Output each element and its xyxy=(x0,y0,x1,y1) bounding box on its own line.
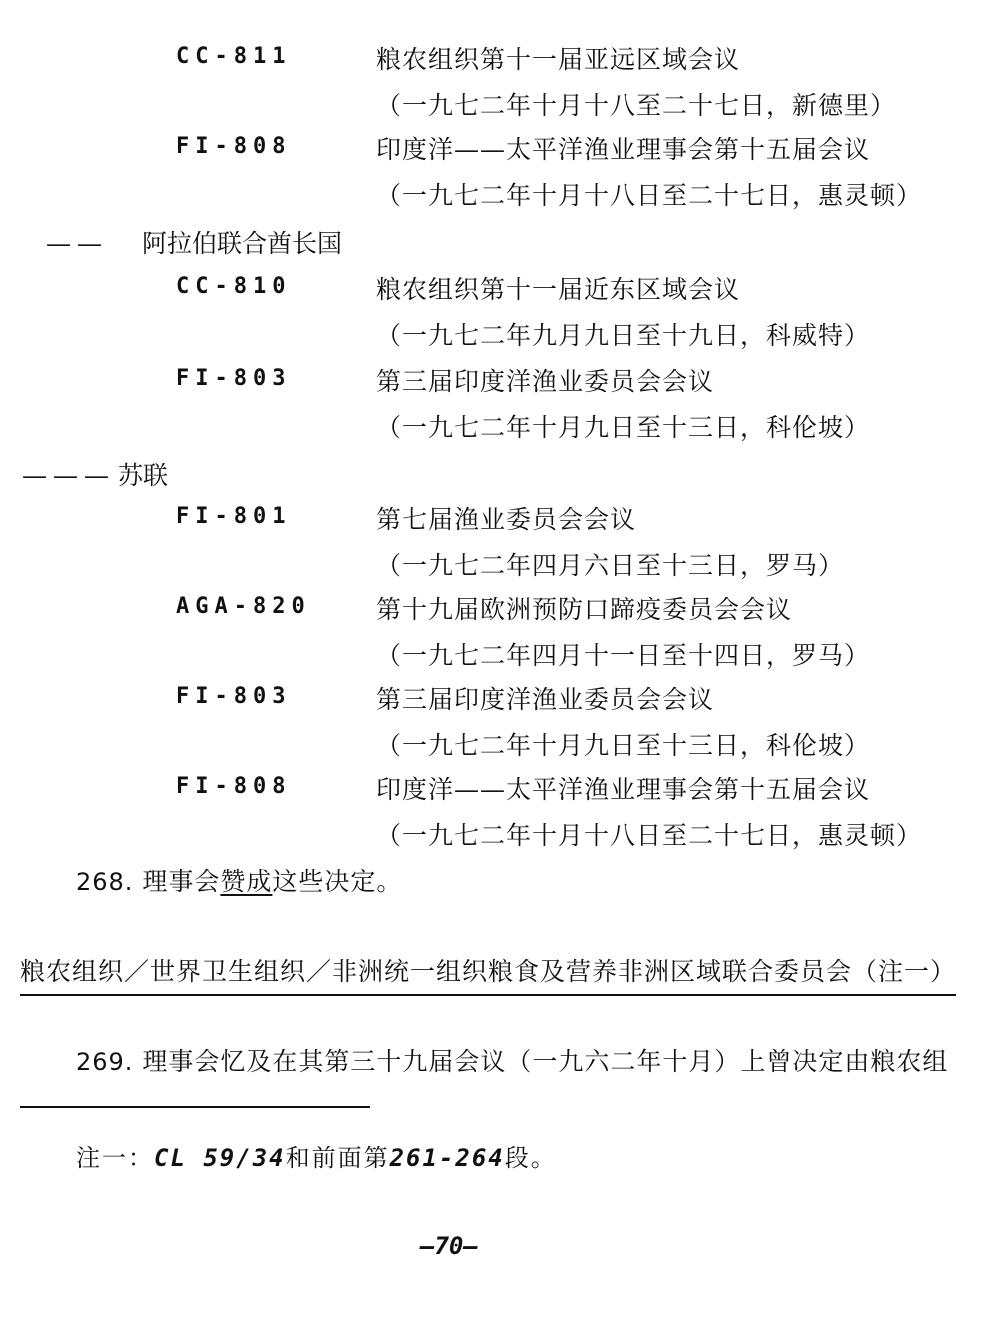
paragraph-number: 269. xyxy=(76,1048,134,1076)
entry-title: 第十九届欧洲预防口蹄疫委员会会议 xyxy=(376,595,793,624)
entry-title: 第七届渔业委员会会议 xyxy=(376,505,637,534)
entry-title: 第三届印度洋渔业委员会会议 xyxy=(376,685,715,714)
footnote-label: 注一： xyxy=(76,1144,154,1172)
entry-title: 印度洋——太平洋渔业理事会第十五届会议 xyxy=(376,135,871,164)
footnote-divider xyxy=(20,1106,370,1108)
paragraph-text: 理事会 xyxy=(142,867,221,896)
entry-code: CC-811 xyxy=(176,44,292,69)
group-heading xyxy=(46,224,342,260)
entry-detail: （一九七二年四月六日至十三日，罗马） xyxy=(376,551,845,580)
entry-code: FI-803 xyxy=(176,366,292,391)
footnote-text: 和前面第 xyxy=(285,1144,390,1172)
entry-detail: （一九七二年十月十八至二十七日，新德里） xyxy=(376,91,897,120)
footnote-range: 261-264 xyxy=(389,1144,505,1172)
entry-code: FI-808 xyxy=(176,134,292,159)
entry-code: FI-808 xyxy=(176,774,292,799)
entry-code: CC-810 xyxy=(176,274,292,299)
entry-title: 第三届印度洋渔业委员会会议 xyxy=(376,367,715,396)
group-dash: —— xyxy=(46,229,108,258)
entry-detail: （一九七二年九月九日至十九日，科威特） xyxy=(376,321,871,350)
footnote xyxy=(76,1138,557,1173)
group-dash: ——— xyxy=(22,461,115,490)
paragraph-268 xyxy=(76,862,402,898)
entry-detail: （一九七二年十月十八日至二十七日，惠灵顿） xyxy=(376,821,923,850)
paragraph-text: 理事会忆及在其第三十九届会议（一九六二年十月）上曾决定由粮农组 xyxy=(142,1047,949,1076)
footnote-text: 段。 xyxy=(504,1144,557,1172)
group-name: 阿拉伯联合酋长国 xyxy=(142,229,343,258)
entry-title: 粮农组织第十一届亚远区域会议 xyxy=(376,45,741,74)
entry-code: FI-803 xyxy=(176,684,292,709)
entry-code: FI-801 xyxy=(176,504,292,529)
entry-detail: （一九七二年十月九日至十三日，科伦坡） xyxy=(376,413,871,442)
paragraph-number: 268. xyxy=(76,868,134,896)
entry-detail: （一九七二年十月十八日至二十七日，惠灵顿） xyxy=(376,181,923,210)
paragraph-269 xyxy=(76,1042,948,1078)
group-heading xyxy=(22,456,168,492)
entry-code: AGA-820 xyxy=(176,594,311,619)
section-heading: 粮农组织／世界卫生组织／非洲统一组织粮食及营养非洲区域联合委员会（注一） xyxy=(20,952,956,996)
footnote-reference: CL 59/34 xyxy=(154,1144,286,1172)
entry-title: 印度洋——太平洋渔业理事会第十五届会议 xyxy=(376,775,871,804)
entry-detail: （一九七二年十月九日至十三日，科伦坡） xyxy=(376,731,871,760)
paragraph-text: 这些决定。 xyxy=(272,867,403,896)
group-name: 苏联 xyxy=(118,461,169,490)
underlined-text: 赞成 xyxy=(220,867,273,896)
entry-title: 粮农组织第十一届近东区域会议 xyxy=(376,275,741,304)
page-number: —70— xyxy=(420,1232,478,1260)
entry-detail: （一九七二年四月十一日至十四日，罗马） xyxy=(376,641,871,670)
